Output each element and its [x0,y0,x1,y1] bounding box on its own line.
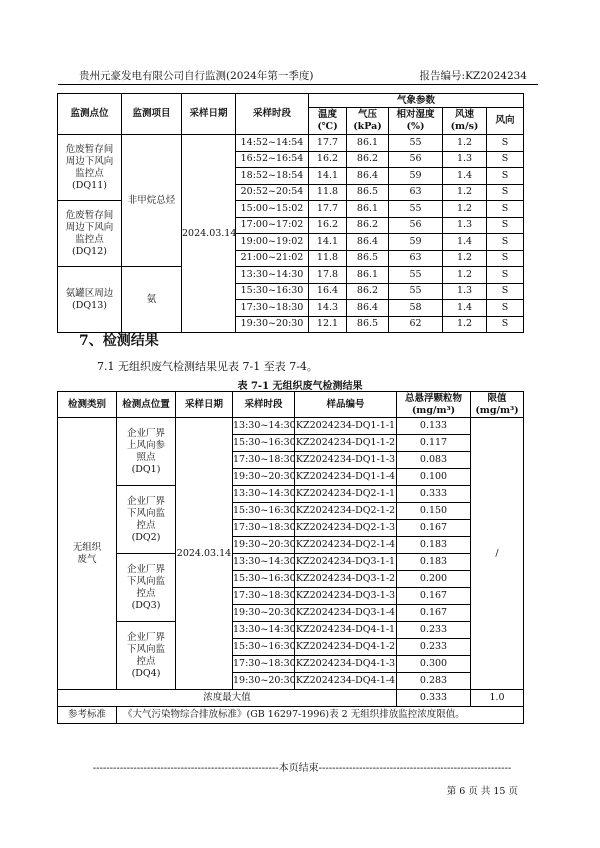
th-temp: 温度 (℃) [309,108,347,135]
tsp-results-table [57,391,524,724]
table-row [58,418,524,435]
humidity: 63 [389,184,443,201]
sampling-time: 19:30~20:30 [236,316,309,333]
detection-location: 企业厂界下风向监控点(DQ3) [117,554,176,622]
ref-text: 《大气污染物综合排放标准》(GB 16297-1996)表 2 无组织排放监控浓度限值。 [117,707,524,724]
wind-speed: 1.2 [443,184,487,201]
sampling-time: 15:30~16:30 [233,435,295,452]
detection-category: 无组织 废气 [58,418,117,690]
tsp-value: 0.133 [397,418,471,435]
humidity: 55 [389,283,443,300]
temperature: 16.2 [309,151,347,168]
sampling-time: 15:30~16:30 [233,503,295,520]
wind-speed: 1.2 [443,250,487,267]
sample-id: KZ2024234-DQ1-1-3 [295,452,397,469]
humidity: 62 [389,316,443,333]
table-row [58,486,524,503]
sampling-time: 13:30~14:30 [236,267,309,284]
tsp-value: 0.117 [397,435,471,452]
pressure: 86.4 [347,300,389,317]
max-value: 0.333 [397,690,471,707]
sampling-time: 19:30~20:30 [233,605,295,622]
temperature: 11.8 [309,250,347,267]
pressure: 86.5 [347,316,389,333]
table-row [58,554,524,571]
sampling-time: 15:00~15:02 [236,201,309,218]
sampling-time: 18:52~18:54 [236,168,309,185]
humidity: 58 [389,300,443,317]
pressure: 86.1 [347,135,389,152]
sample-id: KZ2024234-DQ3-1-4 [295,605,397,622]
humidity: 55 [389,267,443,284]
tsp-value: 0.283 [397,673,471,690]
temperature: 14.1 [309,168,347,185]
table-row [58,622,524,639]
sampling-time: 15:30~16:30 [236,283,309,300]
sampling-time: 15:30~16:30 [233,639,295,656]
tsp-value: 0.167 [397,520,471,537]
tsp-value: 0.200 [397,571,471,588]
sampling-time: 21:00~21:02 [236,250,309,267]
max-label: 浓度最大值 [58,690,397,707]
wind-speed: 1.2 [443,201,487,218]
page-end-marker: -------------------------------------------------------本页结束--------------------------------------------------------- [92,763,512,774]
tsp-value: 0.183 [397,554,471,571]
sampling-time: 19:30~20:30 [233,469,295,486]
temperature: 14.1 [309,234,347,251]
wind-direction: S [487,283,524,300]
sampling-date: 2024.03.14 [176,418,233,690]
humidity: 63 [389,250,443,267]
table-caption: 表 7-1 无组织废气检测结果 [237,381,363,392]
wind-direction: S [487,217,524,234]
humidity: 59 [389,168,443,185]
th-time: 采样时段 [236,94,309,135]
report-number: 报告编号:KZ2024234 [419,70,527,82]
sampling-time: 19:30~20:30 [233,673,295,690]
max-limit: 1.0 [471,690,524,707]
section-title: 7、检测结果 [79,333,159,349]
th-time: 采样时段 [233,392,295,418]
sampling-time: 17:30~18:30 [233,452,295,469]
sampling-time: 13:30~14:30 [233,418,295,435]
pressure: 86.4 [347,168,389,185]
th-tsp: 总悬浮颗粒物 (mg/m³) [397,392,471,418]
monitoring-point: 危废暂存间周边下风向监控点(DQ12) [58,201,122,267]
limit-value: / [471,418,524,690]
tsp-value: 0.333 [397,486,471,503]
page-number: 第 6 页 共 15 页 [446,786,518,797]
sample-id: KZ2024234-DQ2-1-3 [295,520,397,537]
sample-id: KZ2024234-DQ2-1-4 [295,537,397,554]
humidity: 56 [389,151,443,168]
sample-id: KZ2024234-DQ4-1-2 [295,639,397,656]
th-point: 监测点位 [58,94,122,135]
header-title: 贵州元豪发电有限公司自行监测(2024年第一季度) [79,70,314,82]
sampling-time: 13:30~14:30 [233,554,295,571]
detection-location: 企业厂界上风向参照点(DQ1) [117,418,176,486]
sampling-date: 2024.03.14 [182,135,236,333]
th-wind-dir: 风向 [487,108,524,135]
sampling-time: 17:00~17:02 [236,217,309,234]
item-nh3: 氨 [122,267,182,333]
sample-id: KZ2024234-DQ3-1-2 [295,571,397,588]
ref-label: 参考标准 [58,707,117,724]
temperature: 16.2 [309,217,347,234]
wind-direction: S [487,201,524,218]
wind-speed: 1.3 [443,151,487,168]
tsp-value: 0.167 [397,605,471,622]
pressure: 86.2 [347,283,389,300]
table-row [58,135,524,152]
pressure: 86.1 [347,267,389,284]
sampling-time: 13:30~14:30 [233,622,295,639]
sample-id: KZ2024234-DQ4-1-4 [295,673,397,690]
wind-direction: S [487,168,524,185]
detection-location: 企业厂界下风向监控点(DQ4) [117,622,176,690]
temperature: 12.1 [309,316,347,333]
wind-speed: 1.3 [443,283,487,300]
header-divider [58,84,538,85]
temperature: 14.3 [309,300,347,317]
wind-direction: S [487,316,524,333]
pressure: 86.5 [347,184,389,201]
detection-location: 企业厂界下风向监控点(DQ2) [117,486,176,554]
th-item: 监测项目 [122,94,182,135]
pressure: 86.2 [347,217,389,234]
tsp-value: 0.083 [397,452,471,469]
temperature: 16.4 [309,283,347,300]
th-date: 采样日期 [182,94,236,135]
tsp-value: 0.233 [397,639,471,656]
temperature: 17.8 [309,267,347,284]
sample-id: KZ2024234-DQ1-1-2 [295,435,397,452]
temperature: 17.7 [309,135,347,152]
th-date: 采样日期 [176,392,233,418]
wind-direction: S [487,300,524,317]
sample-id: KZ2024234-DQ4-1-3 [295,656,397,673]
pressure: 86.2 [347,151,389,168]
sampling-time: 17:30~18:30 [233,588,295,605]
pressure: 86.5 [347,250,389,267]
sample-id: KZ2024234-DQ1-1-1 [295,418,397,435]
sample-id: KZ2024234-DQ2-1-1 [295,486,397,503]
tsp-value: 0.183 [397,537,471,554]
temperature: 11.8 [309,184,347,201]
table-row [58,267,524,284]
wind-speed: 1.2 [443,135,487,152]
sampling-time: 15:30~16:30 [233,571,295,588]
humidity: 55 [389,135,443,152]
wind-speed: 1.4 [443,234,487,251]
tsp-value: 0.100 [397,469,471,486]
wind-speed: 1.3 [443,217,487,234]
sampling-time: 16:52~16:54 [236,151,309,168]
sampling-time: 17:30~18:30 [233,656,295,673]
humidity: 55 [389,201,443,218]
monitoring-point: 危废暂存间周边下风向监控点(DQ11) [58,135,122,201]
wind-direction: S [487,151,524,168]
intro-paragraph: 7.1 无组织废气检测结果见表 7-1 至表 7-4。 [97,360,318,373]
sampling-time: 13:30~14:30 [233,486,295,503]
tsp-value: 0.150 [397,503,471,520]
wind-direction: S [487,267,524,284]
wind-speed: 1.2 [443,316,487,333]
th-humidity: 相对湿度 (%) [389,108,443,135]
th-wind-speed: 风速 (m/s) [443,108,487,135]
sampling-time: 17:30~18:30 [236,300,309,317]
wind-speed: 1.2 [443,267,487,284]
sampling-time: 19:30~20:30 [233,537,295,554]
wind-direction: S [487,250,524,267]
sampling-time: 17:30~18:30 [233,520,295,537]
temperature: 17.7 [309,201,347,218]
tsp-value: 0.300 [397,656,471,673]
sample-id: KZ2024234-DQ1-1-4 [295,469,397,486]
sampling-time: 14:52~14:54 [236,135,309,152]
sample-id: KZ2024234-DQ3-1-1 [295,554,397,571]
th-sample: 样品编号 [295,392,397,418]
th-limit: 限值 (mg/m³) [471,392,524,418]
humidity: 59 [389,234,443,251]
tsp-value: 0.233 [397,622,471,639]
th-location: 检测点位置 [117,392,176,418]
th-weather: 气象参数 [309,94,524,108]
pressure: 86.1 [347,201,389,218]
sample-id: KZ2024234-DQ4-1-1 [295,622,397,639]
wind-direction: S [487,184,524,201]
wind-direction: S [487,135,524,152]
th-category: 检测类别 [58,392,117,418]
sampling-time: 19:00~19:02 [236,234,309,251]
wind-direction: S [487,234,524,251]
pressure: 86.4 [347,234,389,251]
sample-id: KZ2024234-DQ3-1-3 [295,588,397,605]
sampling-time: 20:52~20:54 [236,184,309,201]
th-pressure: 气压 (kPa) [347,108,389,135]
humidity: 56 [389,217,443,234]
item-nmhc: 非甲烷总烃 [122,135,182,267]
monitoring-point: 氨罐区周边(DQ13) [58,267,122,333]
tsp-value: 0.167 [397,588,471,605]
weather-parameters-table [57,93,524,333]
wind-speed: 1.4 [443,300,487,317]
wind-speed: 1.4 [443,168,487,185]
sample-id: KZ2024234-DQ2-1-2 [295,503,397,520]
